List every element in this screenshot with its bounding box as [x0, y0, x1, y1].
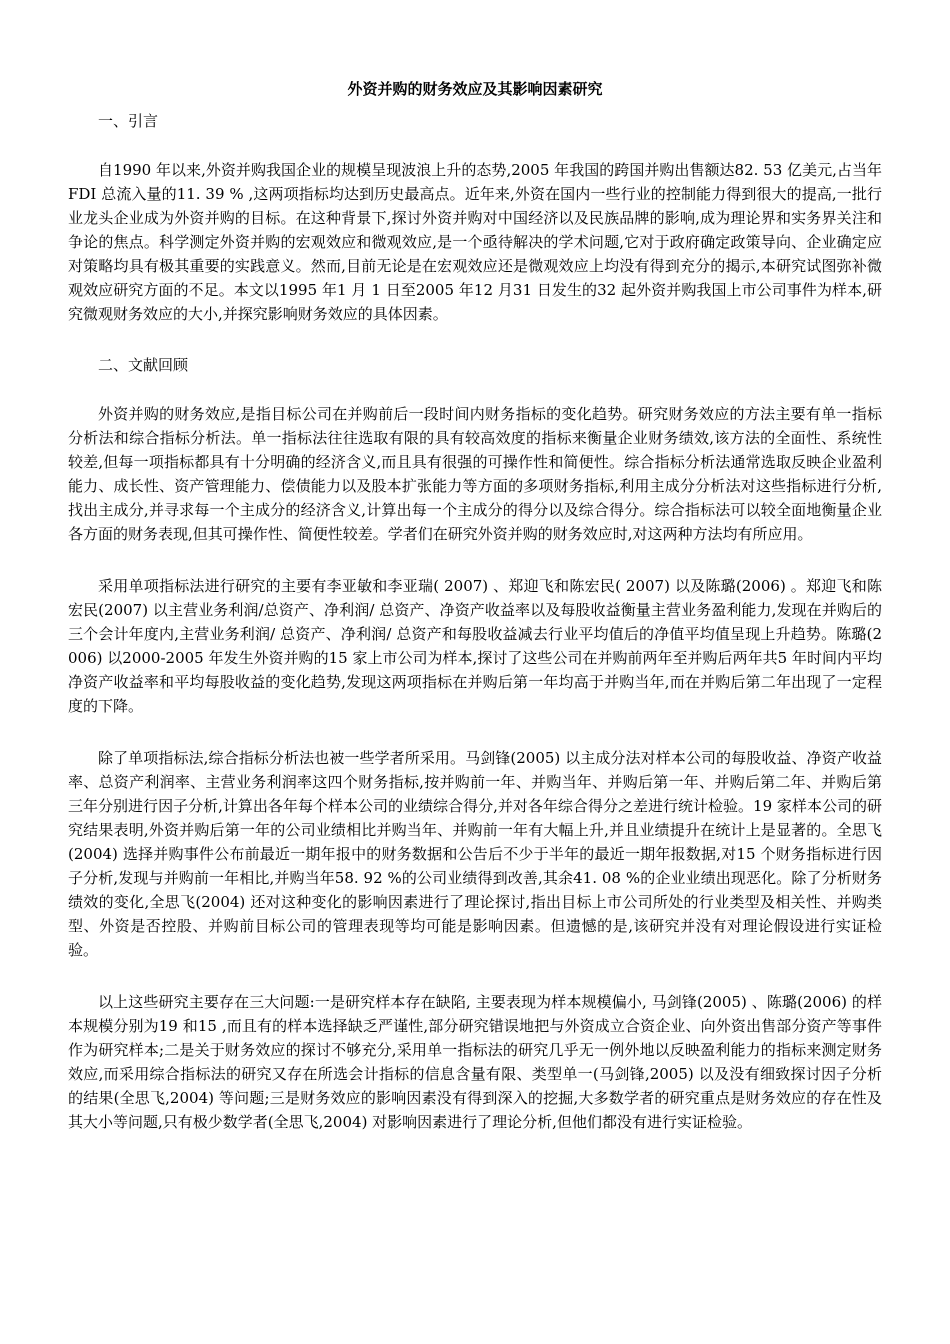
- paragraph-introduction: 自1990 年以来,外资并购我国企业的规模呈现波浪上升的态势,2005 年我国的跨国并购出售额达82. 53 亿美元,占当年FDI 总流入量的11. 39 % ,这两项指标均达到历史最高点。近年来,外资在国内一些行业的控制能力得到很大的提高,一批行业龙头企业成为外资并购的目标。在这种背景下,探讨外资并购对中国经济以及民族品牌的影响,成为理论界和实务界关注和争论的焦点。科学测定外资并购的宏观效应和微观效应,是一个亟待解决的学术问题,它对于政府确定政策导向、企业确定应对策略均具有极其重要的实践意义。然而,目前无论是在宏观效应还是微观效应上均没有得到充分的揭示,本研究试图弥补微观效应研究方面的不足。本文以1995 年1 月 1 日至2005 年12 月31 日发生的32 起外资并购我国上市公司事件为样本,研究微观财务效应的大小,并探究影响财务效应的具体因素。: [68, 161, 882, 323]
- paragraph-literature-3: 除了单项指标法,综合指标分析法也被一些学者所采用。马剑锋(2005) 以主成分法对样本公司的每股收益、净资产收益率、总资产利润率、主营业务利润率这四个财务指标,按并购前一年、并购当年、并购后第一年、并购后第二年、并购后第三年分别进行因子分析,计算出各年每个样本公司的业绩综合得分,并对各年综合得分之差进行统计检验。19 家样本公司的研究结果表明,外资并购后第一年的公司业绩相比并购当年、并购前一年有大幅上升,并且业绩提升在统计上是显著的。全思飞(2004) 选择并购事件公布前最近一期年报中的财务数据和公告后不少于半年的最近一期年报数据,对15 个财务指标进行因子分析,发现与并购前一年相比,并购当年58. 92 %的公司业绩得到改善,其余41. 08 %的企业业绩出现恶化。除了分析财务绩效的变化,全思飞(2004) 还对这种变化的影响因素进行了理论探讨,指出目标上市公司所处的行业类型及相关性、并购类型、外资是否控股、并购前目标公司的管理表现等均可能是影响因素。但遗憾的是,该研究并没有对理论假设进行实证检验。: [68, 749, 882, 959]
- section-heading-literature-review: 二、文献回顾: [98, 356, 189, 374]
- paragraph-literature-4: 以上这些研究主要存在三大问题:一是研究样本存在缺陷, 主要表现为样本规模偏小, 马剑锋(2005) 、陈璐(2006) 的样本规模分别为19 和15 ,而且有的样本选择缺乏严谨性,部分研究错误地把与外资成立合资企业、向外资出售部分资产等事件作为研究样本;二是关于财务效应的探讨不够充分,采用单一指标法的研究几乎无一例外地以反映盈利能力的指标来测定财务效应,而采用综合指标法的研究又存在所选会计指标的信息含量有限、类型单一(马剑锋,2005) 以及没有细致探讨因子分析的结果(全思飞,2004) 等问题;三是财务效应的影响因素没有得到深入的挖掘,大多数学者的研究重点是财务效应的存在性及其大小等问题,只有极少数学者(全思飞,2004) 对影响因素进行了理论分析,但他们都没有进行实证检验。: [68, 993, 882, 1131]
- document-title: 外资并购的财务效应及其影响因素研究: [347, 80, 603, 98]
- paragraph-literature-1: 外资并购的财务效应,是指目标公司在并购前后一段时间内财务指标的变化趋势。研究财务效应的方法主要有单一指标分析法和综合指标分析法。单一指标法往往选取有限的具有较高效度的指标来衡量企业财务绩效,该方法的全面性、系统性较差,但每一项指标都具有十分明确的经济含义,而且具有很强的可操作性和简便性。综合指标分析法通常选取反映企业盈利能力、成长性、资产管理能力、偿债能力以及股本扩张能力等方面的多项财务指标,利用主成分分析法对这些指标进行分析,找出主成分,并寻求每一个主成分的经济含义,计算出每一个主成分的得分以及综合得分。综合指标法可以较全面地衡量企业各方面的财务表现,但其可操作性、简便性较差。学者们在研究外资并购的财务效应时,对这两种方法均有所应用。: [68, 405, 882, 543]
- paragraph-literature-2: 采用单项指标法进行研究的主要有李亚敏和李亚瑞( 2007) 、郑迎飞和陈宏民( 2007) 以及陈璐(2006) 。郑迎飞和陈宏民(2007) 以主营业务利润/总资产、净利润/ 总资产、净资产收益率以及每股收益衡量主营业务盈利能力,发现在并购后的三个会计年度内,主营业务利润/ 总资产、净利润/ 总资产和每股收益减去行业平均值后的净值平均值呈现上升趋势。陈璐(2006) 以2000-2005 年发生外资并购的15 家上市公司为样本,探讨了这些公司在并购前两年至并购后两年共5 年时间内平均净资产收益率和平均每股收益的变化趋势,发现这两项指标在并购后第一年均高于并购当年,而在并购后第二年出现了一定程度的下降。: [68, 577, 882, 715]
- section-heading-introduction: 一、引言: [98, 112, 159, 130]
